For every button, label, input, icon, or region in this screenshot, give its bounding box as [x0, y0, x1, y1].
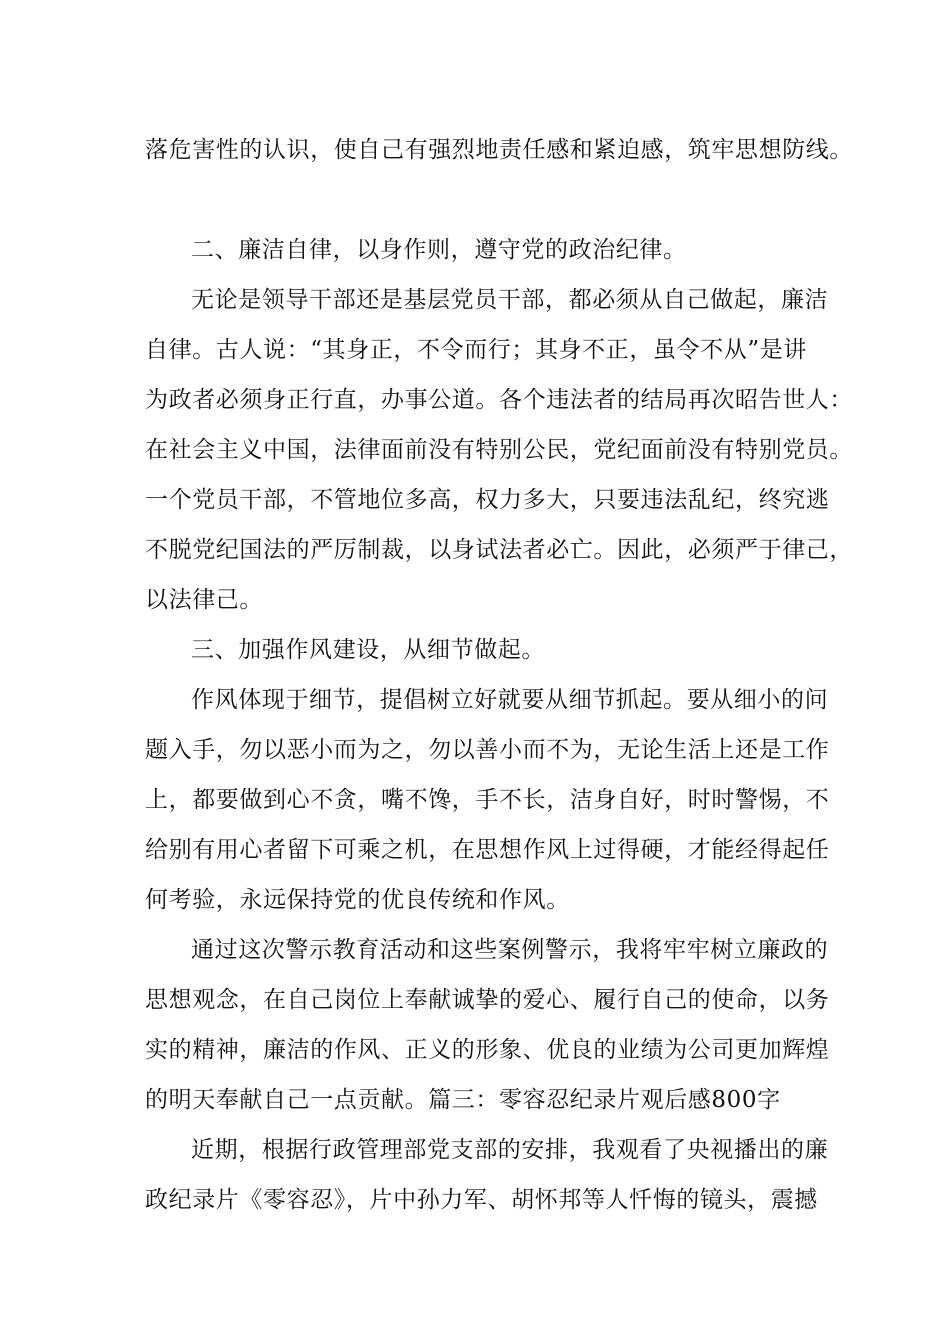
text-line-20: 近期，根据行政管理部党支部的安排，我观看了央视播出的廉 — [191, 1137, 829, 1163]
text-line-17: 思想观念，在自己岗位上奉献诚挚的爱心、履行自己的使命，以务 — [145, 987, 830, 1013]
text-line-9: 以法律己。 — [145, 587, 263, 613]
text-line-3: 无论是领导干部还是基层党员干部，都必须从自己做起，廉洁 — [191, 287, 829, 313]
text-line-5: 为政者必须身正行直，办事公道。各个违法者的结局再次昭告世人： — [145, 387, 853, 413]
section-heading-3: 三、加强作风建设，从细节做起。 — [191, 637, 545, 663]
text-line-16: 通过这次警示教育活动和这些案例警示，我将牢牢树立廉政的 — [191, 937, 829, 963]
text-line-21: 政纪录片《零容忍》，片中孙力军、胡怀邦等人忏悔的镜头，震撼 — [145, 1187, 818, 1213]
text-line-8: 不脱党纪国法的严厉制裁，以身试法者必亡。因此，必须严于律己， — [145, 537, 853, 563]
text-line-18: 实的精神，廉洁的作风、正义的形象、优良的业绩为公司更加辉煌 — [145, 1037, 830, 1063]
text-line-4: 自律。古人说：“其身正，不令而行；其身不正，虽令不从”是讲 — [145, 337, 807, 363]
text-line-12: 题入手，勿以恶小而为之，勿以善小而不为，无论生活上还是工作 — [145, 737, 830, 763]
text-line-14: 给别有用心者留下可乘之机，在思想作风上过得硬，才能经得起任 — [145, 837, 830, 863]
text-line-1: 落危害性的认识，使自己有强烈地责任感和紧迫感，筑牢思想防线。 — [145, 137, 853, 163]
text-line-7: 一个党员干部，不管地位多高，权力多大，只要违法乱纪，终究逃 — [145, 487, 830, 513]
text-line-19: 的明天奉献自己一点贡献。篇三：零容忍纪录片观后感800字 — [145, 1087, 781, 1113]
section-heading-2: 二、廉洁自律，以身作则，遵守党的政治纪律。 — [191, 237, 687, 263]
text-line-11: 作风体现于细节，提倡树立好就要从细节抓起。要从细小的问 — [191, 687, 829, 713]
text-line-15: 何考验，永远保持党的优良传统和作风。 — [145, 887, 570, 913]
text-line-13: 上，都要做到心不贪，嘴不馋，手不长，洁身自好，时时警惕，不 — [145, 787, 830, 813]
text-line-6: 在社会主义中国，法律面前没有特别公民，党纪面前没有特别党员。 — [145, 437, 853, 463]
